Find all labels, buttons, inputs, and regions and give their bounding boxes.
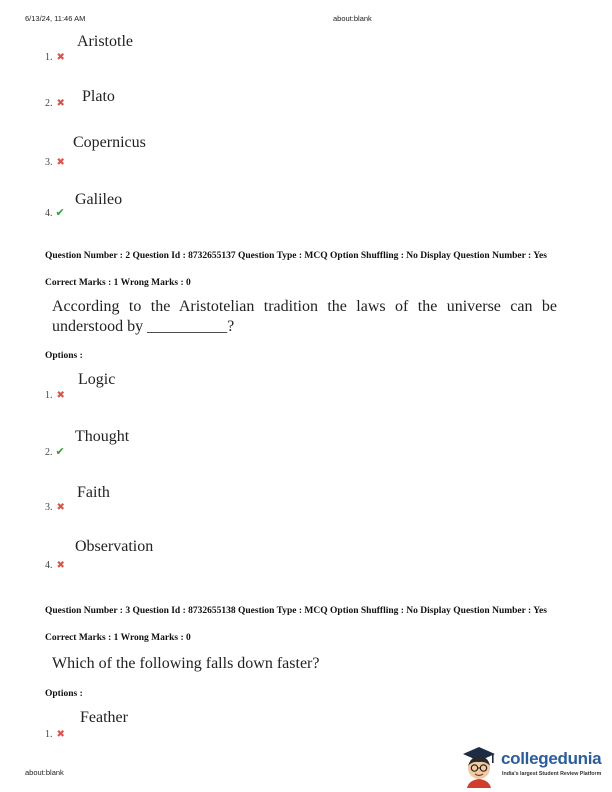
print-footer-url: about:blank xyxy=(25,768,64,777)
q3-options-label: Options : xyxy=(45,689,83,699)
q3-option-1-text: Feather xyxy=(80,709,128,726)
q1-option-2-text: Plato xyxy=(82,88,115,105)
wrong-mark-icon: ✖ xyxy=(56,98,65,109)
q3-meta-line-1: Question Number : 3 Question Id : 8732655138 Question Type : MCQ Option Shuffling : No Display Question Number : Yes xyxy=(45,606,547,616)
q3-option-1-number: 1. ✖ xyxy=(45,729,65,740)
q3-question-text: Which of the following falls down faster? xyxy=(52,655,320,672)
wrong-mark-icon: ✖ xyxy=(56,390,65,401)
q2-meta-line-1: Question Number : 2 Question Id : 8732655137 Question Type : MCQ Option Shuffling : No Display Question Number : Yes xyxy=(45,251,547,261)
q1-option-4-text: Galileo xyxy=(75,191,123,208)
q2-option-3-number: 3. ✖ xyxy=(45,502,65,513)
wrong-mark-icon: ✖ xyxy=(56,157,65,168)
wrong-mark-icon: ✖ xyxy=(56,729,65,740)
q2-option-3-text: Faith xyxy=(77,484,110,501)
q1-option-2-number: 2. ✖ xyxy=(45,98,65,109)
graduate-avatar-icon xyxy=(459,744,499,788)
q2-options-label: Options : xyxy=(45,351,83,361)
q1-option-1-text: Aristotle xyxy=(77,33,133,50)
logo-tagline: India's largest Student Review Platform xyxy=(502,771,602,777)
q2-question-text: According to the Aristotelian tradition the laws of the universe can be understood by __________? xyxy=(52,298,557,335)
q2-option-4-number: 4. ✖ xyxy=(45,560,65,571)
wrong-mark-icon: ✖ xyxy=(56,502,65,513)
collegedunia-logo xyxy=(459,744,609,792)
q2-option-4-text: Observation xyxy=(75,538,154,555)
q2-meta-line-2: Correct Marks : 1 Wrong Marks : 0 xyxy=(45,278,191,288)
q2-option-1-number: 1. ✖ xyxy=(45,390,65,401)
q2-option-2-number: 2. ✔ xyxy=(45,445,65,458)
q2-option-1-text: Logic xyxy=(78,371,116,388)
wrong-mark-icon: ✖ xyxy=(56,560,65,571)
correct-check-icon: ✔ xyxy=(55,206,65,219)
wrong-mark-icon: ✖ xyxy=(56,52,65,63)
q2-option-2-text: Thought xyxy=(75,428,130,445)
q1-option-1-number: 1. ✖ xyxy=(45,52,65,63)
q3-meta-line-2: Correct Marks : 1 Wrong Marks : 0 xyxy=(45,633,191,643)
q1-option-3-number: 3. ✖ xyxy=(45,157,65,168)
correct-check-icon: ✔ xyxy=(55,445,65,458)
q1-option-4-number: 4. ✔ xyxy=(45,206,65,219)
print-datetime: 6/13/24, 11:46 AM xyxy=(25,14,86,23)
print-page-title: about:blank xyxy=(333,14,372,23)
logo-wordmark: collegedunia xyxy=(501,749,602,768)
q1-option-3-text: Copernicus xyxy=(73,134,146,151)
